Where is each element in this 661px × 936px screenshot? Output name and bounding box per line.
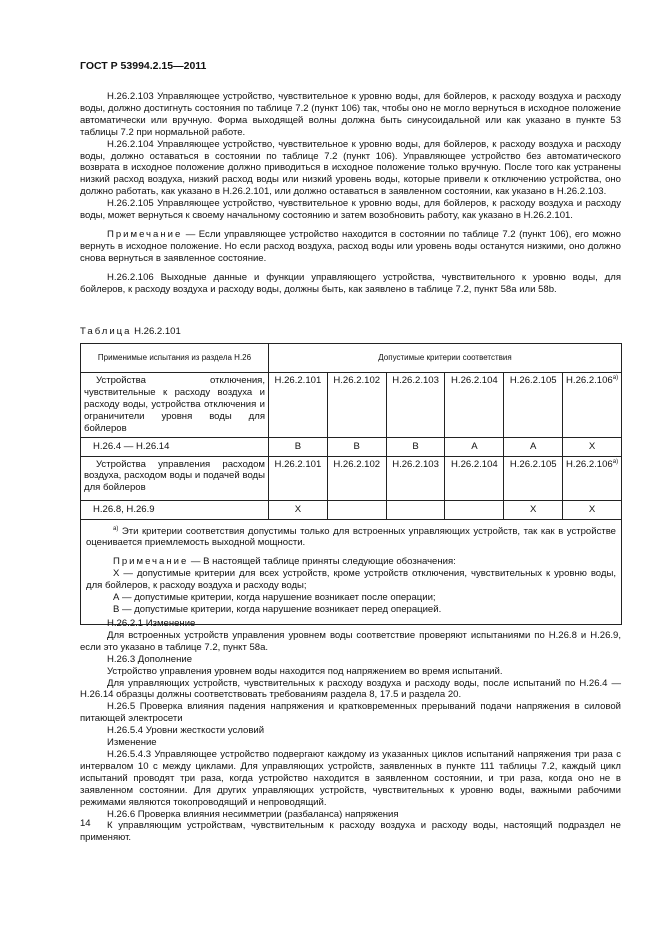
paragraph: Н.26.5.4.3 Управляющее устройство подвергают каждому из указанных циклов испытаний напряжения три раза с интервалом 10 с между циклами. Для управляющих устройств, заявленных в пункте 111 таблицы 7.2, каждый цикл испытаний проводят три раза, когда устройство находится в заявленном состоянии, и три раза, когда оно не в заявленном состоянии. Для других управляющих устройств, чувствительных к уровню воды, важными рабочими режимами являются токопроводящий и непроводящий.: [80, 748, 621, 808]
cell-text: Н.26.2.105: [509, 375, 557, 386]
paragraph: Н.26.2.106 Выходные данные и функции управляющего устройства, чувствительного к уровню воды, для бойлеров, к расходу воздуха и расходу воды, должны быть, как заявлено в таблице 7.2, пункт 58а или 58b.: [80, 271, 621, 295]
cell: [445, 373, 504, 438]
note: [80, 229, 621, 265]
table-note: [86, 556, 616, 568]
footnote-ref: а): [612, 374, 619, 381]
table-row: [81, 437, 622, 456]
cell: [445, 456, 504, 500]
row-label: Устройства отключения, чувствительные к расходу воздуха и расходу воды, устройства отключения и ограничители уровня воды для бойлеров: [81, 373, 269, 438]
cell: [504, 373, 563, 438]
note-intro: — В настоящей таблице приняты следующие обозначения:: [188, 556, 456, 568]
cell: X: [504, 500, 563, 519]
cell-text: Н.26.2.106: [566, 458, 613, 470]
cell: A: [445, 437, 504, 456]
paragraph: Устройство управления уровнем воды находится под напряжением во время испытаний.: [107, 665, 503, 677]
footnote-text: Эти критерии соответствия допустимы только для встроенных управляющих устройств, так как в устройстве оценивается приемлемость выходной мощности.: [86, 525, 616, 549]
criteria-table: [80, 343, 622, 625]
table-footnote-row: [81, 519, 622, 624]
section-heading: Н.26.5 Проверка влияния падения напряжения и кратковременных прерываний подачи напряжения в силовой питающей электросети: [80, 701, 621, 725]
cell-text: Н.26.2.106: [566, 375, 613, 386]
section-heading: Н.26.6 Проверка влияния несимметрии (разбаланса) напряжения: [107, 808, 399, 820]
paragraph: К управляющим устройствам, чувствительным к расходу воздуха и расходу воды, настоящий подраздел не применяют.: [80, 820, 621, 844]
cell: [386, 456, 445, 500]
cell-text: Н.26.2.103: [392, 375, 439, 386]
note-line: А — допустимые критерии, когда нарушение возникает после операции;: [113, 592, 436, 604]
paragraph: Н.26.2.105 Управляющее устройство, чувствительное к уровню воды, для бойлеров, к расходу воздуха и расходу воды, может вернуться к своему начальному состоянию и затем возобновить работу, как указано в Н.26.2.101.: [80, 198, 621, 222]
row-label: Н.26.8, Н.26.9: [81, 500, 269, 519]
cell: B: [269, 437, 328, 456]
cell: B: [386, 437, 445, 456]
cell: [563, 456, 622, 500]
page-number: 14: [80, 818, 91, 829]
paragraph: Для управляющих устройств, чувствительных к расходу воздуха и расходу воды, после испытаний по Н.26.4 — Н.26.14 образцы должны соответствовать требованиям раздела 8, 17.5 и раздела 20.: [80, 677, 621, 701]
cell: X: [563, 437, 622, 456]
cell: [269, 373, 328, 438]
header-cell: Допустимые критерии соответствия: [269, 344, 622, 373]
cell-text: Н.26.2.104: [451, 458, 498, 470]
section-heading: Н.26.3 Дополнение: [107, 653, 192, 665]
cell: B: [327, 437, 386, 456]
cell: [563, 373, 622, 438]
paragraph: Для встроенных устройств управления уровнем воды соответствие проверяют испытаниями по Н.26.8 и Н.26.9, если это указано в таблице 7.2, пункт 58а.: [80, 629, 621, 653]
header-cell: Применимые испытания из раздела Н.26: [81, 344, 269, 373]
document-header: ГОСТ Р 53994.2.15—2011: [80, 60, 207, 72]
cell: [504, 456, 563, 500]
cell: [386, 500, 445, 519]
paragraph: Н.26.2.103 Управляющее устройство, чувствительное к уровню воды, для бойлеров, к расходу воздуха и расходу воды, должно достигнуть состояния по таблице 7.2 (пункт 106) так, чтобы оно не могло вернуться в исходное положение автоматически или вручную. Форма выходящей волны должна быть синусоидальной или как указано в пункте 53 таблицы 7.2 при нормальной работе.: [80, 91, 621, 138]
table-caption: [80, 326, 181, 338]
cell: [327, 373, 386, 438]
caption-label: Таблица: [80, 326, 132, 337]
footnote-mark: а): [113, 525, 119, 532]
note-label: Примечание: [113, 556, 189, 568]
cell-text: Н.26.2.101: [274, 375, 322, 386]
table-header-row: [81, 344, 622, 373]
section-heading: Изменение: [107, 737, 157, 749]
top-section: [80, 91, 621, 296]
cell: [327, 456, 386, 500]
cell: X: [269, 500, 328, 519]
table-row: [81, 500, 622, 519]
cell: [445, 500, 504, 519]
cell-text: Н.26.2.103: [392, 458, 439, 470]
row-label: Н.26.4 — Н.26.14: [81, 437, 269, 456]
cell: [327, 500, 386, 519]
note-line: X — допустимые критерии для всех устройств, кроме устройств отключения, чувствительных к уровню воды, для бойлеров, к расходу воздуха и расходу воды;: [86, 568, 616, 592]
table-row: [81, 456, 622, 500]
note-line: В — допустимые критерии, когда нарушение возникает перед операцией.: [113, 603, 442, 615]
cell-text: Н.26.2.102: [333, 458, 381, 470]
section-heading: Н.26.5.4 Уровни жесткости условий: [107, 725, 265, 737]
cell: [386, 373, 445, 438]
table-footnote: [81, 519, 622, 624]
cell: X: [563, 500, 622, 519]
bottom-section: [80, 618, 621, 844]
cell-text: Н.26.2.104: [451, 375, 498, 386]
cell-text: Н.26.2.101: [274, 458, 322, 470]
footnote-ref: а): [612, 458, 619, 465]
row-label: Устройства управления расходом воздуха, расходом воды и подачей воды для бойлеров: [81, 456, 269, 500]
note-label: Примечание: [107, 228, 183, 240]
cell: A: [504, 437, 563, 456]
section-heading: Н.26.2.1 Изменение: [107, 618, 196, 629]
caption-number: Н.26.2.101: [131, 326, 181, 337]
table-row: [81, 373, 622, 438]
footnote: [86, 526, 616, 550]
cell-text: Н.26.2.105: [509, 458, 557, 470]
cell-text: Н.26.2.102: [333, 375, 381, 386]
note-text: — Если управляющее устройство находится в состоянии по таблице 7.2 (пункт 106), его можно вернуть в исходное положение. Но если расход воздуха, расход воды или уровень воды останутся низкими, оно должно снова вернуться в заявленное состояние.: [80, 228, 621, 264]
paragraph: Н.26.2.104 Управляющее устройство, чувствительное к уровню воды, для бойлеров, к расходу воздуха и расходу воды, должно оставаться в состоянии по таблице 7.2 (пункт 106). Управляющее устройство без автоматического возврата в исходное положение должно приводиться в исходное положение только вручную. После того как устранены низкий расход воздуха, низкий расход воды или низкий уровень воды, которые привели к отключению устройства, оно должно работать, как указано в Н.26.2.101, или должно оставаться в заявленном состоянии, как указано в Н.26.2.103.: [80, 138, 621, 198]
cell: [269, 456, 328, 500]
